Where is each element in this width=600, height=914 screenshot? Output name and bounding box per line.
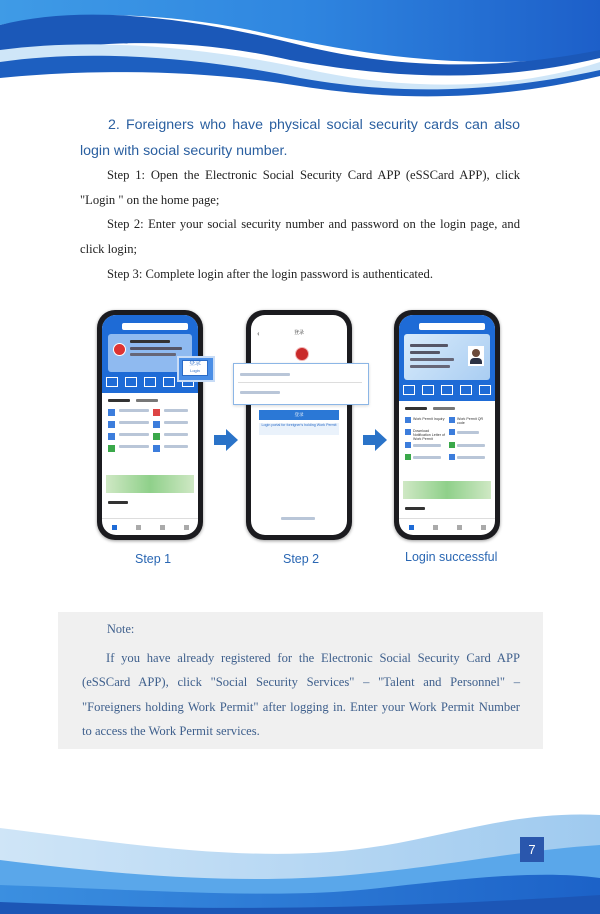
caption-step-2: Step 2: [283, 552, 320, 566]
login-title: 登录: [293, 331, 304, 336]
section-heading: [80, 112, 520, 164]
step-3-text: Step 3: Complete login after the login password is authenticated.: [107, 266, 433, 281]
promo-banner: [106, 475, 194, 493]
phone-step-1: [97, 310, 203, 540]
login-button[interactable]: 登录: [259, 410, 339, 420]
caption-step-1: Step 1: [135, 552, 172, 566]
home-screen-logged-in: [399, 315, 495, 535]
promo-banner: [403, 481, 491, 499]
login-label-en: Login: [190, 368, 200, 373]
login-label-cn: 登录: [188, 361, 201, 367]
arrow-right-icon: [363, 429, 387, 451]
steps-text: [80, 163, 520, 287]
phone-step-2: [246, 310, 352, 540]
step-2-text: Step 2: Enter your social security number and password on the login page, and click login;: [80, 217, 520, 257]
back-icon[interactable]: ‹: [257, 329, 260, 338]
login-popup[interactable]: [177, 356, 215, 382]
note-title: Note:: [107, 622, 135, 636]
arrow-right-icon: [214, 429, 238, 451]
footer-wave-decoration: [0, 790, 600, 914]
foreigner-login-portal-link[interactable]: Login portal for foreigner's holding Work Permit: [259, 423, 339, 435]
header-wave-decoration: [0, 0, 600, 100]
social-security-card: [404, 334, 490, 380]
step-1-text: Step 1: Open the Electronic Social Security Card APP (eSSCard APP), click "Login " on the home page;: [80, 168, 520, 207]
social-security-number-input[interactable]: [238, 368, 362, 383]
work-permit-inquiry-item[interactable]: Work Permit Inquiry: [413, 417, 445, 421]
note-text: If you have already registered for the Electronic Social Security Card APP (eSSCard APP), click "Social Security Services" – "Talent and Personnel" – "Foreigners holding Work Permit" after logging in. Enter your Work Permit Number to access the Work Permit services.: [82, 651, 520, 738]
page-number: 7: [520, 837, 544, 862]
phone-login-success: [394, 310, 500, 540]
heading-line-2: login with social security number.: [80, 143, 288, 159]
download-notification-letter-item[interactable]: Download Notification Letter of Work Permit: [413, 429, 445, 442]
work-permit-qr-code-item[interactable]: Work Permit QR code: [457, 417, 484, 426]
logo-icon: [295, 347, 309, 361]
note-box: [58, 612, 543, 749]
credential-input-popup: [233, 363, 369, 405]
login-screen: [251, 315, 347, 535]
avatar: [468, 346, 484, 366]
heading-line-1: 2. Foreigners who have physical social security cards can also: [108, 117, 520, 133]
home-screen: [102, 315, 198, 535]
caption-login-successful: Login successful: [405, 550, 498, 564]
password-input[interactable]: [238, 386, 362, 400]
